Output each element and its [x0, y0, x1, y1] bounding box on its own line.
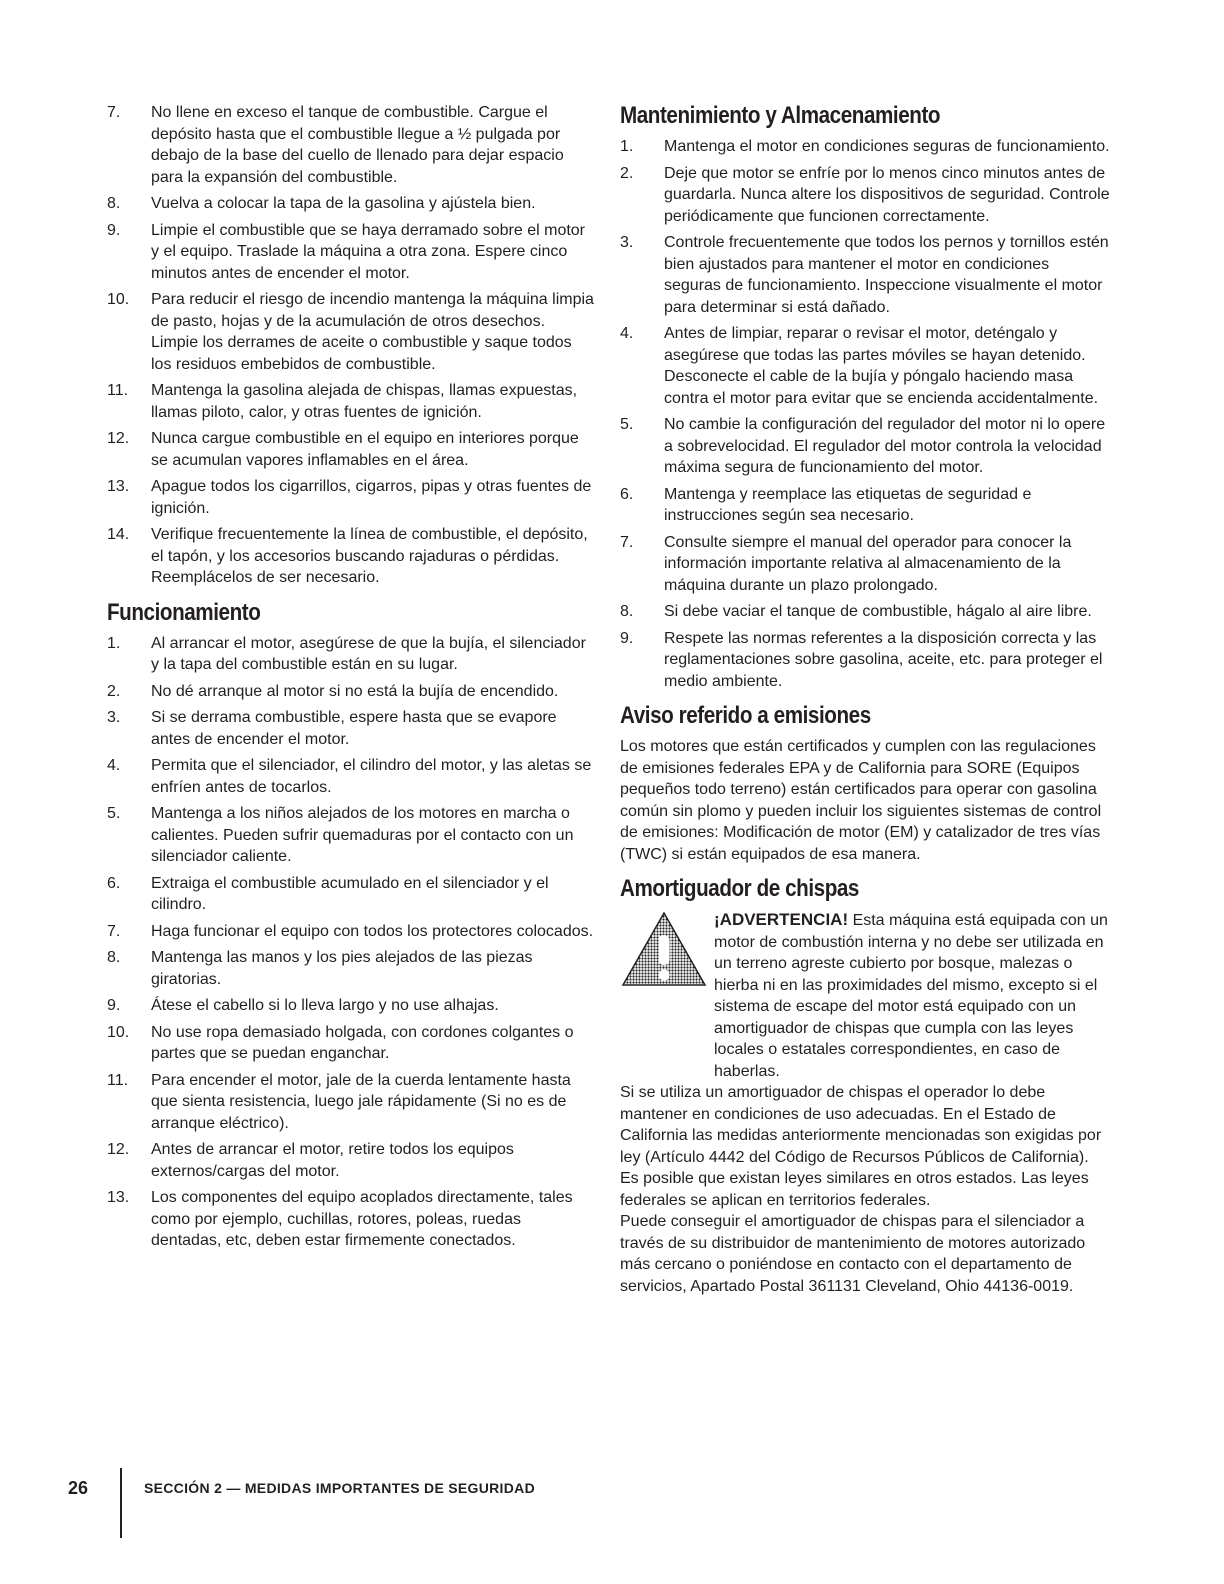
list-item — [107, 633, 595, 676]
item-number: 14. — [107, 526, 130, 543]
item-number: 7. — [107, 922, 121, 940]
section-title: SECCIÓN 2 — MEDIDAS IMPORTANTES DE SEGURIDAD — [144, 1480, 535, 1496]
item-number: 8. — [107, 195, 121, 212]
item-number: 6. — [107, 874, 121, 892]
item-number: 12. — [107, 430, 130, 447]
list-item — [107, 289, 595, 375]
list-item — [620, 628, 1110, 693]
item-text: Para reducir el riesgo de incendio mantenga la máquina limpia de pasto, hojas y de la acumulación de otros desechos. Limpie los derrames de aceite o combustible y saque todos los residuos embebidos de combustible. — [151, 291, 594, 373]
footer-divider — [120, 1468, 122, 1538]
item-text: No llene en exceso el tanque de combustible. Cargue el depósito hasta que el combustible llegue a ½ pulgada por debajo de la base del cuello de llenado para dejar espacio para la expansión del combustible. — [151, 104, 564, 186]
spark-arrester-paragraph-1: Si se utiliza un amortiguador de chispas el operador lo debe mantener en condiciones de uso adecuadas. En el Estado de California las medidas anteriormente mencionadas son exigidas por ley (Artículo 4442 del Código de Recursos Públicos de California). Es posible que existan leyes similares en otros estados. Las leyes federales se aplican en territorios federales. — [620, 1084, 1102, 1209]
warning-triangle-svg — [620, 909, 708, 989]
item-number: 8. — [107, 949, 121, 966]
item-number: 8. — [620, 603, 634, 620]
item-text: Permita que el silenciador, el cilindro del motor, y las aletas se enfríen antes de tocarlos. — [151, 757, 592, 796]
item-number: 3. — [620, 234, 634, 251]
list-item — [107, 1139, 595, 1182]
right-column — [620, 102, 1110, 1297]
item-text: Si debe vaciar el tanque de combustible, hágalo al aire libre. — [664, 603, 1092, 620]
item-number: 4. — [107, 757, 121, 774]
spark-arrester-paragraph-2: Puede conseguir el amortiguador de chispas para el silenciador a través de su distribuidor de mantenimiento de motores autorizado más cercano o poniéndose en contacto con el departamento de servicios, Apartado Postal 361131 Cleveland, Ohio 44136-0019. — [620, 1213, 1086, 1295]
list-item — [620, 414, 1110, 479]
list-item — [620, 136, 1110, 158]
warning-text — [712, 909, 1110, 1082]
warning-body: Esta máquina está equipada con un motor de combustión interna y no debe ser utilizada en un terreno agreste cubierto por bosque, malezas o hierba ni en las proximidades del mismo, excepto si el sistema de escape del motor está equipado con un amortiguador de chispas que cumpla con las leyes locales o estatales correspondientes, en caso de haberlas. — [714, 912, 1108, 1080]
item-number: 10. — [107, 291, 130, 308]
item-text: Si se derrama combustible, espere hasta que se evapore antes de encender el motor. — [151, 709, 557, 748]
item-text: No cambie la configuración del regulador del motor ni lo opere a sobrevelocidad. El regulador del motor controla la velocidad máxima segura de funcionamiento del motor. — [664, 416, 1106, 476]
item-number: 11. — [107, 382, 129, 399]
list-item — [107, 476, 595, 519]
item-text: Limpie el combustible que se haya derramado sobre el motor y el equipo. Traslade la máquina a otra zona. Espere cinco minutos antes de encender el motor. — [151, 221, 586, 282]
list-item — [107, 755, 595, 798]
list-item — [620, 163, 1110, 228]
list-item — [107, 220, 595, 285]
item-text: Los componentes del equipo acoplados directamente, tales como por ejemplo, cuchillas, rotores, poleas, ruedas dentadas, etc, deben estar firmemente conectados. — [151, 1189, 573, 1249]
list-item — [107, 380, 595, 423]
item-text: Extraiga el combustible acumulado en el silenciador y el cilindro. — [151, 874, 549, 913]
item-text: Mantenga a los niños alejados de los motores en marcha o calientes. Pueden sufrir quemaduras por el contacto con un silenciador caliente. — [151, 805, 574, 865]
list-item — [620, 601, 1110, 623]
item-number: 7. — [107, 104, 121, 121]
list-item — [107, 524, 595, 589]
item-text: Nunca cargue combustible en el equipo en interiores porque se acumulan vapores inflamables en el área. — [151, 430, 579, 469]
list-item — [107, 1187, 595, 1252]
list-item — [620, 323, 1110, 409]
item-text: Mantenga las manos y los pies alejados de las piezas giratorias. — [151, 949, 533, 988]
item-text: Apague todos los cigarrillos, cigarros, pipas y otras fuentes de ignición. — [151, 478, 592, 517]
list-item — [107, 428, 595, 471]
list-item — [107, 681, 595, 703]
item-number: 5. — [620, 416, 634, 433]
item-number: 13. — [107, 1189, 130, 1206]
list-item — [107, 995, 595, 1017]
item-number: 11. — [107, 1071, 129, 1089]
item-number: 9. — [620, 629, 634, 647]
item-number: 2. — [107, 682, 121, 700]
item-text: Al arrancar el motor, asegúrese de que la bujía, el silenciador y la tapa del combustible están en su lugar. — [151, 634, 586, 673]
item-number: 1. — [620, 138, 634, 155]
item-number: 3. — [107, 709, 121, 726]
list-item — [107, 873, 595, 916]
item-text: Antes de arrancar el motor, retire todos los equipos externos/cargas del motor. — [151, 1141, 514, 1180]
list-item — [107, 193, 595, 215]
heading-emisiones: Aviso referido a emisiones — [620, 702, 871, 729]
item-number: 2. — [620, 164, 634, 182]
item-text: Mantenga el motor en condiciones seguras de funcionamiento. — [664, 138, 1110, 155]
warning-triangle-icon — [620, 909, 710, 1082]
item-text: Átese el cabello si lo lleva largo y no use alhajas. — [151, 997, 499, 1014]
list-item — [107, 707, 595, 750]
item-number: 9. — [107, 221, 121, 239]
item-text: Vuelva a colocar la tapa de la gasolina y ajústela bien. — [151, 195, 536, 212]
item-text: Verifique frecuentemente la línea de combustible, el depósito, el tapón, y los accesorios buscando rajaduras o pérdidas. Reemplácelos de ser necesario. — [151, 526, 588, 586]
item-text: No dé arranque al motor si no está la bujía de encendido. — [151, 682, 559, 700]
item-text: Consulte siempre el manual del operador para conocer la información importante relativa al almacenamiento de la máquina durante un plazo prolongado. — [664, 533, 1072, 594]
heading-mantenimiento: Mantenimiento y Almacenamiento — [620, 102, 941, 129]
item-number: 7. — [620, 533, 634, 551]
item-text: No use ropa demasiado holgada, con cordones colgantes o partes que se puedan enganchar. — [151, 1023, 574, 1062]
list-item — [620, 532, 1110, 597]
list-item — [620, 484, 1110, 527]
page-number: 26 — [68, 1478, 89, 1498]
item-text: Antes de limpiar, reparar o revisar el motor, deténgalo y asegúrese que todas las partes móviles se hayan detenido. Desconecte el cable de la bujía y póngalo haciendo masa contra el motor para evitar que se encienda accidentalmente. — [664, 325, 1099, 407]
item-number: 1. — [107, 634, 121, 652]
list-item — [107, 921, 595, 943]
list-item — [107, 1022, 595, 1065]
item-number: 5. — [107, 805, 121, 822]
item-text: Controle frecuentemente que todos los pernos y tornillos estén bien ajustados para mantener el motor en condiciones seguras de funcionamiento. Inspeccione visualmente el motor para determinar si está dañado. — [664, 234, 1109, 316]
item-text: Deje que motor se enfríe por lo menos cinco minutos antes de guardarla. Nunca altere los dispositivos de seguridad. Controle periódicamente que funcionen correctamente. — [664, 164, 1110, 225]
list-item — [620, 232, 1110, 318]
list-item — [107, 803, 595, 868]
heading-funcionamiento: Funcionamiento — [107, 598, 261, 626]
item-text: Respete las normas referentes a la disposición correcta y las reglamentaciones sobre gasolina, aceite, etc. para proteger el medio ambiente. — [664, 629, 1103, 690]
item-text: Haga funcionar el equipo con todos los protectores colocados. — [151, 922, 594, 940]
item-number: 4. — [620, 325, 634, 342]
list-item — [107, 102, 595, 188]
item-text: Mantenga la gasolina alejada de chispas, llamas expuestas, llamas piloto, calor, y otras fuentes de ignición. — [151, 382, 578, 421]
item-text: Mantenga y reemplace las etiquetas de seguridad e instrucciones según sea necesario. — [664, 485, 1032, 524]
list-item — [107, 947, 595, 990]
item-number: 13. — [107, 478, 130, 495]
operation-list — [107, 633, 595, 1252]
left-column — [107, 102, 595, 1257]
emissions-paragraph: Los motores que están certificados y cumplen con las regulaciones de emisiones federales EPA y de California para SORE (Equipos pequeños todo terreno) están certificados para operar con gasolina común sin plomo y pueden incluir los siguientes sistemas de control de emisiones: Modificación de motor (EM) y catalizador de tres vías (TWC) si están equipados de esa manera. — [620, 738, 1102, 863]
item-text: Para encender el motor, jale de la cuerda lentamente hasta que sienta resistencia, luego jale rápidamente (Si no es de arranque eléctrico). — [151, 1071, 571, 1132]
item-number: 10. — [107, 1023, 130, 1041]
item-number: 12. — [107, 1141, 130, 1158]
item-number: 6. — [620, 485, 634, 503]
warning-label: ¡ADVERTENCIA! — [714, 910, 849, 929]
fuel-list — [107, 102, 595, 589]
list-item — [107, 1070, 595, 1135]
heading-chispas: Amortiguador de chispas — [620, 875, 859, 902]
item-number: 9. — [107, 997, 121, 1014]
maintenance-list — [620, 136, 1110, 692]
warning-block — [620, 909, 1110, 1082]
